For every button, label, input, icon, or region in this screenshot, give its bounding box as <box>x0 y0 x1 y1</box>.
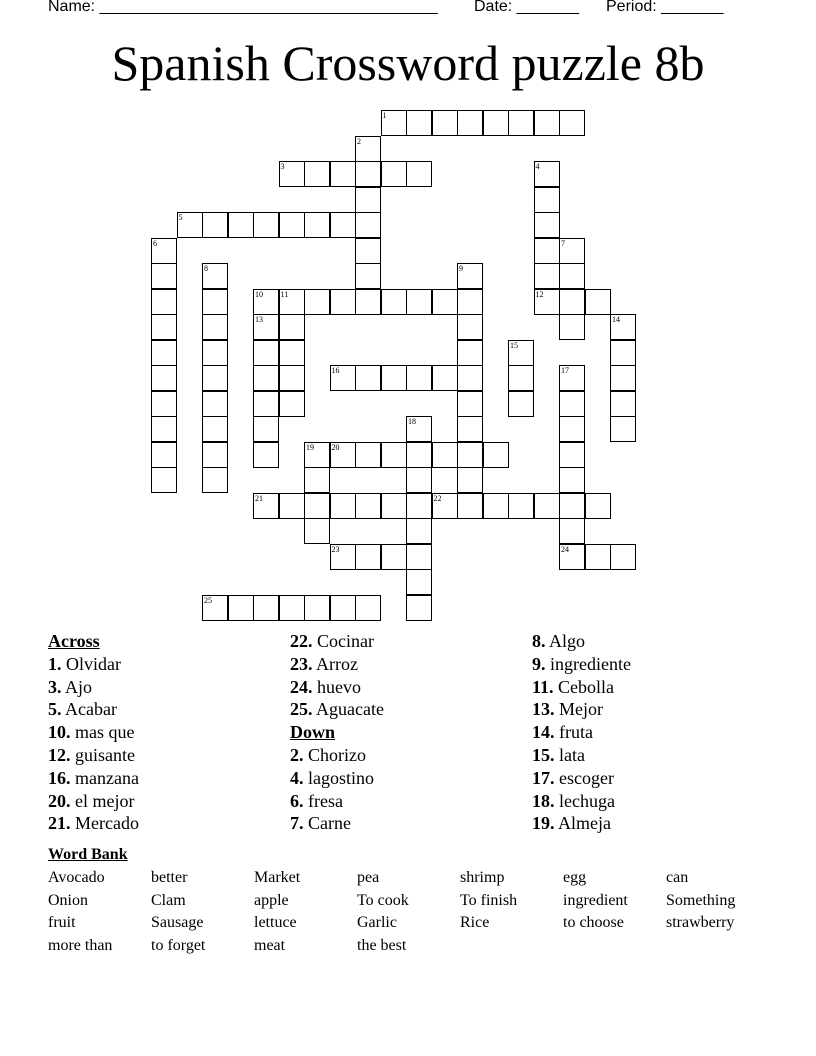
crossword-cell[interactable] <box>559 365 585 391</box>
crossword-cell[interactable] <box>304 518 330 544</box>
crossword-cell[interactable] <box>330 493 356 519</box>
clue-text: manzana <box>70 767 139 788</box>
clue-num: 7. <box>290 813 304 834</box>
crossword-cell[interactable] <box>330 442 356 468</box>
crossword-cell[interactable] <box>279 289 305 315</box>
word-bank-item: the best <box>357 936 407 954</box>
crossword-cell[interactable] <box>559 442 585 468</box>
clue-text: fresa <box>303 790 343 811</box>
clue-text: Chorizo <box>303 744 366 765</box>
crossword-cell[interactable] <box>279 212 305 238</box>
crossword-cell[interactable] <box>355 212 381 238</box>
down-clue <box>532 767 631 790</box>
clue-text: mas que <box>70 722 135 743</box>
across-clue <box>290 630 384 653</box>
clue-num: 25. <box>290 699 313 720</box>
crossword-cell[interactable] <box>304 467 330 493</box>
word-bank-item: can <box>666 869 689 886</box>
crossword-cell[interactable] <box>151 289 177 315</box>
crossword-cell[interactable] <box>406 467 432 493</box>
crossword-cell[interactable] <box>585 493 611 519</box>
clue-num: 20. <box>48 790 71 811</box>
crossword-cell[interactable] <box>406 442 432 468</box>
clue-num: 13. <box>532 699 555 720</box>
crossword-cell[interactable] <box>381 161 407 187</box>
word-bank-item: pea <box>357 869 380 886</box>
across-clue <box>290 676 384 699</box>
across-heading: Across <box>48 631 100 651</box>
date-field[interactable]: Date: _______ <box>474 0 579 15</box>
word-bank-item: Onion <box>48 891 88 909</box>
crossword-cell[interactable] <box>355 544 381 570</box>
crossword-cell[interactable] <box>304 595 330 621</box>
crossword-cell[interactable] <box>253 493 279 519</box>
word-bank-item: apple <box>254 891 289 909</box>
crossword-cell[interactable] <box>559 110 585 136</box>
word-bank-item: Sausage <box>151 914 204 931</box>
clue-number: 17 <box>561 366 569 375</box>
crossword-cell[interactable] <box>534 110 560 136</box>
crossword-cell[interactable] <box>330 595 356 621</box>
crossword-cell[interactable] <box>559 263 585 289</box>
crossword-cell[interactable] <box>559 544 585 570</box>
crossword-cell[interactable] <box>457 340 483 366</box>
crossword-cell[interactable] <box>381 289 407 315</box>
clue-text: guisante <box>70 744 135 765</box>
clue-number: 21 <box>255 493 263 503</box>
word-bank-item: meat <box>254 936 286 954</box>
clue-text: Cebolla <box>553 676 615 697</box>
word-bank-item: to forget <box>151 936 206 954</box>
crossword-cell[interactable] <box>330 544 356 570</box>
across-clue <box>290 653 384 676</box>
clue-number: 13 <box>255 315 263 324</box>
clue-number: 24 <box>561 544 569 554</box>
down-clue <box>532 812 631 835</box>
crossword-cell[interactable] <box>432 493 458 519</box>
word-bank-item: Market <box>254 869 301 886</box>
word-bank-item: Rice <box>460 914 490 931</box>
word-bank-item: to choose <box>563 914 624 931</box>
crossword-cell[interactable] <box>151 442 177 468</box>
crossword-cell[interactable] <box>406 161 432 187</box>
crossword-cell[interactable] <box>228 212 254 238</box>
crossword-cell[interactable] <box>304 212 330 238</box>
down-clue <box>532 744 631 767</box>
clue-number: 19 <box>306 442 314 452</box>
crossword-cell[interactable] <box>406 493 432 519</box>
clue-number: 15 <box>510 340 518 350</box>
clue-number: 23 <box>331 544 340 554</box>
clue-text: Mejor <box>554 699 603 720</box>
crossword-cell[interactable] <box>330 365 356 391</box>
word-bank-item: shrimp <box>460 869 505 886</box>
crossword-cell[interactable] <box>253 442 279 468</box>
crossword-cell[interactable] <box>457 493 483 519</box>
across-clue <box>48 698 139 721</box>
crossword-cell[interactable] <box>279 314 305 340</box>
clue-num: 15. <box>532 744 555 765</box>
crossword-cell[interactable] <box>381 110 407 136</box>
page-title: Spanish Crossword puzzle 8b <box>111 35 705 91</box>
crossword-cell[interactable] <box>253 340 279 366</box>
clue-number: 9 <box>459 264 463 273</box>
down-clue <box>532 721 631 744</box>
crossword-cell[interactable] <box>534 493 560 519</box>
crossword-cell[interactable] <box>355 442 381 468</box>
crossword-cell[interactable] <box>279 493 305 519</box>
down-clue <box>290 744 384 767</box>
clue-text: lechuga <box>554 790 615 811</box>
clue-num: 14. <box>532 722 555 743</box>
clue-num: 22. <box>290 631 313 651</box>
crossword-cell[interactable] <box>559 314 585 340</box>
crossword-cell[interactable] <box>304 493 330 519</box>
crossword-cell[interactable] <box>304 289 330 315</box>
crossword-cell[interactable] <box>457 263 483 289</box>
crossword-cell[interactable] <box>432 110 458 136</box>
crossword-cell[interactable] <box>559 391 585 417</box>
clue-num: 3. <box>48 676 62 697</box>
crossword-cell[interactable] <box>483 110 509 136</box>
crossword-cell[interactable] <box>432 289 458 315</box>
crossword-cell[interactable] <box>202 416 228 442</box>
clue-text: fruta <box>554 722 593 743</box>
crossword-cell[interactable] <box>202 365 228 391</box>
clue-num: 12. <box>48 744 71 765</box>
crossword-cell[interactable] <box>432 442 458 468</box>
crossword-cell[interactable] <box>559 238 585 264</box>
crossword-cell[interactable] <box>279 365 305 391</box>
clue-text: Algo <box>545 631 586 651</box>
clue-text: lata <box>554 744 585 765</box>
clue-text: Almeja <box>554 813 611 834</box>
clue-num: 9. <box>532 653 546 674</box>
clue-number: 11 <box>280 289 289 299</box>
crossword-cell[interactable] <box>508 340 534 366</box>
crossword-cell[interactable] <box>253 365 279 391</box>
crossword-cell[interactable] <box>457 442 483 468</box>
word-bank-item: fruit <box>48 914 76 931</box>
clue-num: 17. <box>532 767 555 788</box>
crossword-cell[interactable] <box>279 391 305 417</box>
clue-text: ingrediente <box>545 653 631 674</box>
crossword-cell[interactable] <box>508 493 534 519</box>
crossword-cell[interactable] <box>330 289 356 315</box>
clue-number: 2 <box>357 136 361 146</box>
across-clue <box>48 812 139 835</box>
word-bank-item: Garlic <box>357 914 397 931</box>
clue-column-2 <box>290 630 384 835</box>
crossword-cell[interactable] <box>151 365 177 391</box>
crossword-cell[interactable] <box>330 212 356 238</box>
crossword-cell[interactable] <box>151 467 177 493</box>
crossword-cell[interactable] <box>508 110 534 136</box>
clue-number: 14 <box>612 315 620 324</box>
crossword-cell[interactable] <box>279 161 305 187</box>
clue-number: 18 <box>408 417 416 426</box>
crossword-cell[interactable] <box>381 365 407 391</box>
clue-text: Mercado <box>70 813 139 834</box>
crossword-cell[interactable] <box>355 289 381 315</box>
clue-column-1 <box>48 630 139 835</box>
across-clue <box>48 790 139 813</box>
crossword-cell[interactable] <box>559 467 585 493</box>
word-bank-item: ingredient <box>563 891 628 909</box>
crossword-cell[interactable] <box>610 391 636 417</box>
word-bank-item: lettuce <box>254 914 297 931</box>
crossword-cell[interactable] <box>304 442 330 468</box>
crossword-cell[interactable] <box>381 493 407 519</box>
word-bank-item: Something <box>666 891 736 909</box>
crossword-cell[interactable] <box>457 391 483 417</box>
crossword-cell[interactable] <box>253 595 279 621</box>
crossword-cell[interactable] <box>279 595 305 621</box>
crossword-cell[interactable] <box>355 136 381 162</box>
crossword-cell[interactable] <box>406 544 432 570</box>
clue-number: 22 <box>433 493 442 503</box>
down-clue <box>290 812 384 835</box>
clue-num: 8. <box>532 631 546 651</box>
crossword-cell[interactable] <box>483 493 509 519</box>
down-clue <box>532 790 631 813</box>
clue-num: 6. <box>290 790 304 811</box>
down-clue <box>532 630 631 653</box>
crossword-cell[interactable] <box>304 161 330 187</box>
crossword-cell[interactable] <box>534 289 560 315</box>
crossword-cell[interactable] <box>534 161 560 187</box>
crossword-cell[interactable] <box>610 544 636 570</box>
clue-number: 3 <box>280 162 285 171</box>
word-bank <box>48 868 788 960</box>
clue-num: 2. <box>290 744 304 765</box>
crossword-cell[interactable] <box>151 263 177 289</box>
word-bank-item: To cook <box>357 891 409 909</box>
crossword-cell[interactable] <box>202 467 228 493</box>
crossword-cell[interactable] <box>151 416 177 442</box>
across-clue <box>48 767 139 790</box>
down-clue <box>532 653 631 676</box>
period-field[interactable]: Period: _______ <box>606 0 724 15</box>
crossword-cell[interactable] <box>253 289 279 315</box>
crossword-cell[interactable] <box>151 391 177 417</box>
down-clue <box>532 676 631 699</box>
crossword-cell[interactable] <box>151 340 177 366</box>
across-clue <box>290 698 384 721</box>
word-bank-item: better <box>151 869 188 886</box>
word-bank-item: Clam <box>151 891 186 909</box>
crossword-cell[interactable] <box>559 518 585 544</box>
crossword-cell[interactable] <box>457 289 483 315</box>
crossword-cell[interactable] <box>202 314 228 340</box>
word-bank-item: To finish <box>460 891 518 909</box>
crossword-cell[interactable] <box>406 569 432 595</box>
crossword-cell[interactable] <box>406 365 432 391</box>
crossword-cell[interactable] <box>151 238 177 264</box>
crossword-cell[interactable] <box>279 340 305 366</box>
crossword-cell[interactable] <box>177 212 203 238</box>
crossword-cell[interactable] <box>406 110 432 136</box>
crossword-cell[interactable] <box>585 544 611 570</box>
clue-num: 11. <box>532 676 554 697</box>
down-clue <box>532 698 631 721</box>
crossword-cell[interactable] <box>355 493 381 519</box>
clue-num: 19. <box>532 813 555 834</box>
crossword-cell[interactable] <box>534 212 560 238</box>
crossword-cell[interactable] <box>355 161 381 187</box>
clue-num: 23. <box>290 653 313 674</box>
crossword-cell[interactable] <box>253 416 279 442</box>
clue-num: 24. <box>290 676 313 697</box>
crossword-cell[interactable] <box>610 416 636 442</box>
clue-number: 1 <box>382 111 387 120</box>
clue-text: escoger <box>554 767 614 788</box>
clue-text: huevo <box>312 676 361 697</box>
word-bank-item: Avocado <box>48 869 105 886</box>
across-clue <box>48 744 139 767</box>
crossword-cell[interactable] <box>508 365 534 391</box>
clue-number: 5 <box>178 213 183 222</box>
crossword-cell[interactable] <box>559 416 585 442</box>
clue-num: 10. <box>48 722 71 743</box>
clue-num: 21. <box>48 813 71 834</box>
crossword-cell[interactable] <box>228 595 254 621</box>
clue-text: el mejor <box>70 790 135 811</box>
across-clue <box>48 721 139 744</box>
crossword-cell[interactable] <box>406 595 432 621</box>
clue-num: 16. <box>48 767 71 788</box>
crossword-cell[interactable] <box>355 263 381 289</box>
crossword-cell[interactable] <box>508 391 534 417</box>
crossword-cell[interactable] <box>432 365 458 391</box>
crossword-cell[interactable] <box>457 110 483 136</box>
crossword-cell[interactable] <box>202 442 228 468</box>
clue-text: Acabar <box>61 699 117 720</box>
clue-text: Carne <box>303 813 351 834</box>
down-clue <box>290 790 384 813</box>
crossword-cell[interactable] <box>381 544 407 570</box>
clue-text: Cocinar <box>312 631 374 651</box>
crossword-cell[interactable] <box>457 314 483 340</box>
clue-num: 5. <box>48 699 62 720</box>
crossword-cell[interactable] <box>534 187 560 213</box>
down-clue <box>290 767 384 790</box>
crossword-cell[interactable] <box>151 314 177 340</box>
crossword-cell[interactable] <box>253 212 279 238</box>
clue-text: lagostino <box>303 767 374 788</box>
crossword-cell[interactable] <box>585 289 611 315</box>
crossword-cell[interactable] <box>406 289 432 315</box>
crossword-cell[interactable] <box>202 263 228 289</box>
crossword-cell[interactable] <box>202 289 228 315</box>
clue-num: 18. <box>532 790 555 811</box>
crossword-cell[interactable] <box>610 365 636 391</box>
crossword-cell[interactable] <box>534 263 560 289</box>
crossword-cell[interactable] <box>406 518 432 544</box>
clue-text: Arroz <box>312 653 358 674</box>
crossword-cell[interactable] <box>355 595 381 621</box>
name-field[interactable]: Name: ______________________________________ <box>48 0 438 15</box>
clue-number: 16 <box>331 366 340 375</box>
crossword-cell[interactable] <box>202 340 228 366</box>
crossword-cell[interactable] <box>559 493 585 519</box>
clue-text: Aguacate <box>312 699 384 720</box>
across-clue <box>48 676 139 699</box>
clue-num: 4. <box>290 767 304 788</box>
clue-num: 1. <box>48 653 62 674</box>
crossword-cell[interactable] <box>457 416 483 442</box>
crossword-cell[interactable] <box>202 595 228 621</box>
word-bank-heading: Word Bank <box>48 846 128 863</box>
crossword-cell[interactable] <box>406 416 432 442</box>
clue-number: 6 <box>153 238 157 248</box>
clue-column-3 <box>532 630 631 835</box>
crossword-cell[interactable] <box>457 467 483 493</box>
clue-number: 8 <box>204 264 208 273</box>
crossword-cell[interactable] <box>457 365 483 391</box>
word-bank-item: egg <box>563 869 587 886</box>
crossword-cell[interactable] <box>610 314 636 340</box>
clue-number: 7 <box>561 238 565 248</box>
crossword-cell[interactable] <box>355 365 381 391</box>
clue-number: 10 <box>255 289 263 299</box>
crossword-cell[interactable] <box>253 314 279 340</box>
crossword-cell[interactable] <box>330 161 356 187</box>
crossword-cell[interactable] <box>202 212 228 238</box>
crossword-cell[interactable] <box>202 391 228 417</box>
clue-number: 20 <box>331 442 340 452</box>
down-heading: Down <box>290 722 336 743</box>
crossword-cell[interactable] <box>355 238 381 264</box>
crossword-cell[interactable] <box>483 442 509 468</box>
word-bank-item: strawberry <box>666 914 735 931</box>
crossword-cell[interactable] <box>559 289 585 315</box>
clue-number: 12 <box>535 289 544 299</box>
clue-text: Olvidar <box>61 653 121 674</box>
across-clue <box>48 653 139 676</box>
crossword-cell[interactable] <box>253 391 279 417</box>
word-bank-item: more than <box>48 936 113 954</box>
crossword-cell[interactable] <box>534 238 560 264</box>
crossword-cell[interactable] <box>610 340 636 366</box>
clue-number: 25 <box>204 595 212 605</box>
clue-number: 4 <box>535 162 540 171</box>
crossword-cell[interactable] <box>381 442 407 468</box>
crossword-cell[interactable] <box>355 187 381 213</box>
clue-text: Ajo <box>61 676 93 697</box>
